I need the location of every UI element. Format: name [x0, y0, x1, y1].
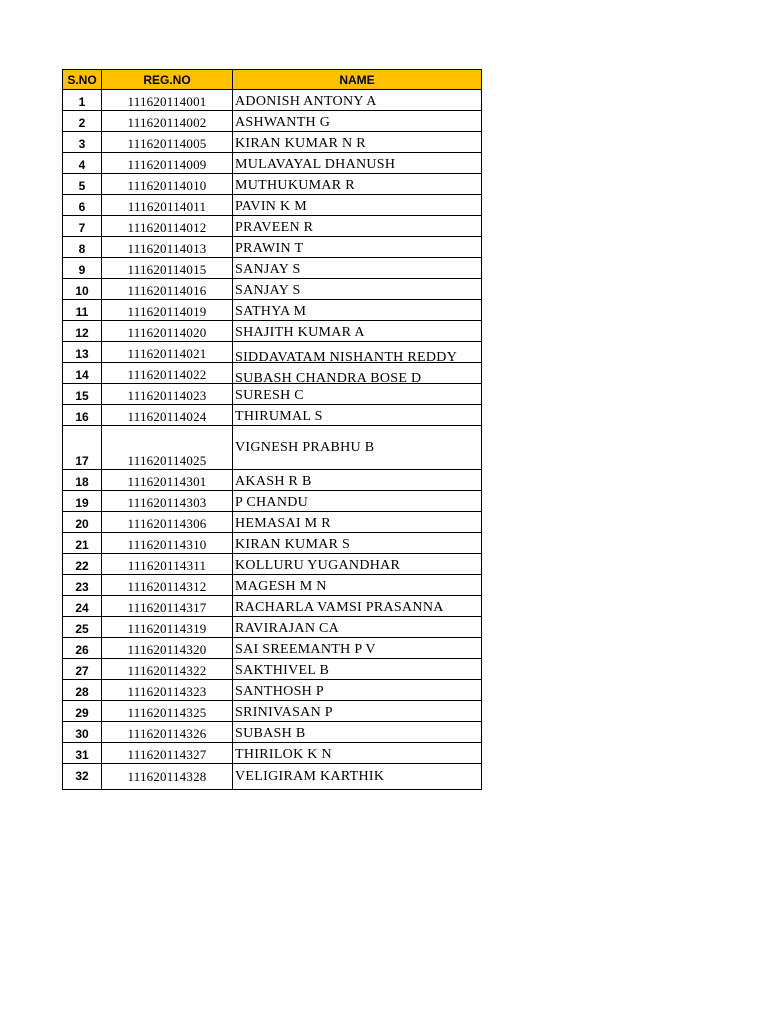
cell-name: SURESH C [233, 384, 482, 405]
table-row [63, 426, 482, 470]
table-row [63, 216, 482, 237]
cell-sno: 15 [63, 384, 102, 405]
cell-reg-no: 111620114317 [102, 596, 233, 617]
cell-name: MUTHUKUMAR R [233, 174, 482, 195]
cell-name: PRAVEEN R [233, 216, 482, 237]
table-row [63, 237, 482, 258]
cell-reg-no: 111620114328 [102, 764, 233, 790]
cell-name: SANTHOSH P [233, 680, 482, 701]
table-row [63, 617, 482, 638]
cell-name: P CHANDU [233, 491, 482, 512]
cell-sno: 11 [63, 300, 102, 321]
table-row [63, 342, 482, 363]
table-row [63, 701, 482, 722]
header-name: NAME [233, 70, 482, 90]
cell-sno: 32 [63, 764, 102, 790]
cell-name: SAI SREEMANTH P V [233, 638, 482, 659]
cell-reg-no: 111620114320 [102, 638, 233, 659]
table-row [63, 638, 482, 659]
cell-sno: 26 [63, 638, 102, 659]
cell-sno: 3 [63, 132, 102, 153]
cell-sno: 23 [63, 575, 102, 596]
cell-reg-no: 111620114310 [102, 533, 233, 554]
cell-sno: 21 [63, 533, 102, 554]
cell-name: THIRUMAL S [233, 405, 482, 426]
cell-name [233, 363, 482, 384]
cell-name: KIRAN KUMAR N R [233, 132, 482, 153]
cell-sno: 31 [63, 743, 102, 764]
cell-reg-no: 111620114010 [102, 174, 233, 195]
cell-reg-no: 111620114020 [102, 321, 233, 342]
table-row [63, 405, 482, 426]
table-row [63, 174, 482, 195]
cell-name: HEMASAI M R [233, 512, 482, 533]
cell-sno: 29 [63, 701, 102, 722]
cell-name-text: SIDDAVATAM NISHANTH REDDY [235, 350, 458, 365]
cell-name: MULAVAYAL DHANUSH [233, 153, 482, 174]
table-row [63, 680, 482, 701]
header-row [63, 70, 482, 90]
cell-sno: 10 [63, 279, 102, 300]
cell-sno: 18 [63, 470, 102, 491]
cell-name: PRAWIN T [233, 237, 482, 258]
cell-sno: 8 [63, 237, 102, 258]
header-sno: S.NO [63, 70, 102, 90]
cell-sno: 13 [63, 342, 102, 363]
table-row [63, 111, 482, 132]
cell-reg-no: 111620114005 [102, 132, 233, 153]
cell-sno: 2 [63, 111, 102, 132]
table-row [63, 533, 482, 554]
cell-reg-no: 111620114024 [102, 405, 233, 426]
table-row [63, 90, 482, 111]
cell-reg-no: 111620114319 [102, 617, 233, 638]
cell-name: VELIGIRAM KARTHIK [233, 764, 482, 790]
cell-sno: 27 [63, 659, 102, 680]
table-row [63, 132, 482, 153]
cell-reg-no: 111620114312 [102, 575, 233, 596]
table-row [63, 153, 482, 174]
cell-reg-no: 111620114016 [102, 279, 233, 300]
cell-name: SATHYA M [233, 300, 482, 321]
cell-name: MAGESH M N [233, 575, 482, 596]
cell-sno: 12 [63, 321, 102, 342]
cell-reg-no: 111620114327 [102, 743, 233, 764]
cell-reg-no: 111620114001 [102, 90, 233, 111]
cell-name: RAVIRAJAN CA [233, 617, 482, 638]
cell-reg-no: 111620114323 [102, 680, 233, 701]
cell-reg-no: 111620114023 [102, 384, 233, 405]
cell-reg-no: 111620114009 [102, 153, 233, 174]
table-row [63, 258, 482, 279]
cell-sno: 17 [63, 426, 102, 470]
student-table [62, 69, 482, 790]
cell-reg-no: 111620114025 [102, 426, 233, 470]
cell-name: SANJAY S [233, 279, 482, 300]
table-row [63, 659, 482, 680]
cell-name: VIGNESH PRABHU B [233, 426, 482, 470]
cell-sno: 1 [63, 90, 102, 111]
cell-reg-no: 111620114021 [102, 342, 233, 363]
table-row [63, 363, 482, 384]
cell-sno: 7 [63, 216, 102, 237]
table-row [63, 554, 482, 575]
cell-name: SHAJITH KUMAR A [233, 321, 482, 342]
table-row [63, 491, 482, 512]
cell-sno: 25 [63, 617, 102, 638]
cell-name: ASHWANTH G [233, 111, 482, 132]
table-row [63, 384, 482, 405]
cell-reg-no: 111620114306 [102, 512, 233, 533]
cell-sno: 28 [63, 680, 102, 701]
cell-sno: 20 [63, 512, 102, 533]
cell-sno: 30 [63, 722, 102, 743]
table-row [63, 279, 482, 300]
cell-reg-no: 111620114022 [102, 363, 233, 384]
cell-reg-no: 111620114311 [102, 554, 233, 575]
cell-name: SAKTHIVEL B [233, 659, 482, 680]
student-list-sheet [62, 69, 482, 790]
table-row [63, 722, 482, 743]
cell-name: THIRILOK K N [233, 743, 482, 764]
cell-name: PAVIN K M [233, 195, 482, 216]
cell-name: SUBASH B [233, 722, 482, 743]
table-row [63, 575, 482, 596]
cell-name: ADONISH ANTONY A [233, 90, 482, 111]
cell-reg-no: 111620114019 [102, 300, 233, 321]
cell-reg-no: 111620114012 [102, 216, 233, 237]
table-row [63, 470, 482, 491]
cell-name: KIRAN KUMAR S [233, 533, 482, 554]
cell-reg-no: 111620114303 [102, 491, 233, 512]
cell-name: SRINIVASAN P [233, 701, 482, 722]
table-row [63, 195, 482, 216]
cell-reg-no: 111620114011 [102, 195, 233, 216]
header-reg-no: REG.NO [102, 70, 233, 90]
cell-sno: 16 [63, 405, 102, 426]
table-body [63, 90, 482, 790]
cell-reg-no: 111620114322 [102, 659, 233, 680]
cell-name-text: SUBASH CHANDRA BOSE D [235, 371, 422, 386]
cell-name [233, 342, 482, 363]
cell-sno: 19 [63, 491, 102, 512]
cell-reg-no: 111620114326 [102, 722, 233, 743]
cell-reg-no: 111620114002 [102, 111, 233, 132]
table-row [63, 743, 482, 764]
cell-reg-no: 111620114013 [102, 237, 233, 258]
table-row [63, 764, 482, 790]
cell-sno: 9 [63, 258, 102, 279]
cell-sno: 6 [63, 195, 102, 216]
table-row [63, 300, 482, 321]
table-row [63, 596, 482, 617]
table-row [63, 512, 482, 533]
table-header [63, 70, 482, 90]
cell-sno: 4 [63, 153, 102, 174]
cell-name: SANJAY S [233, 258, 482, 279]
cell-name: RACHARLA VAMSI PRASANNA [233, 596, 482, 617]
cell-sno: 5 [63, 174, 102, 195]
cell-name: AKASH R B [233, 470, 482, 491]
cell-sno: 24 [63, 596, 102, 617]
cell-reg-no: 111620114301 [102, 470, 233, 491]
cell-name: KOLLURU YUGANDHAR [233, 554, 482, 575]
table-row [63, 321, 482, 342]
cell-sno: 22 [63, 554, 102, 575]
cell-reg-no: 111620114015 [102, 258, 233, 279]
cell-reg-no: 111620114325 [102, 701, 233, 722]
cell-sno: 14 [63, 363, 102, 384]
